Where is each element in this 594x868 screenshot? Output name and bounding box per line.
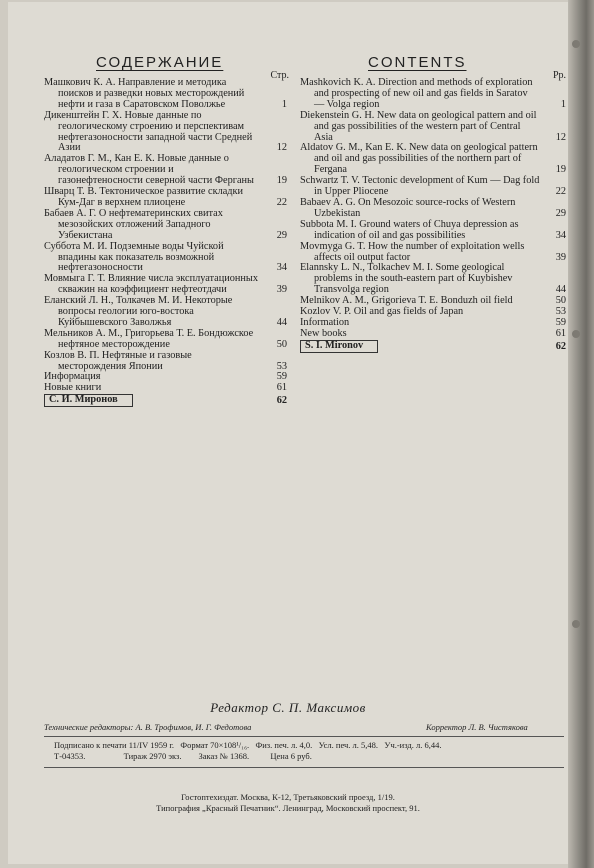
entry-title: Мельников А. М., Григорьева Т. Е. Бондюжское нефтяное месторождение	[44, 327, 254, 350]
entry-title: Информация	[44, 371, 101, 383]
entry-title: Суббота М. И. Подземные воды Чуйской впадины как показатель возможной нефтегазоносности	[44, 240, 224, 274]
contents-entry	[44, 111, 289, 155]
entry-title: Бабаев А. Г. О нефтематеринских свитах мезозойских отложений Западного Узбекистана	[44, 207, 223, 241]
corrector: Корректор Л. В. Чистякова	[426, 722, 528, 732]
contents-entry	[44, 187, 289, 209]
entry-page-number: 62	[276, 395, 287, 407]
entry-page-number: 29	[555, 207, 566, 219]
entry-page-number: 1	[560, 98, 566, 110]
entry-page-number: 59	[276, 371, 287, 383]
contents-list-en	[300, 78, 568, 353]
contents-entry	[300, 220, 568, 242]
entry-title: С. И. Миронов	[44, 394, 133, 407]
contents-entry	[300, 143, 568, 176]
press-info	[8, 792, 568, 814]
entry-page-number: 1	[281, 98, 287, 110]
publisher-line: Гостоптехиздат. Москва, К-12, Третьяковский проезд, 1/19.	[181, 792, 395, 802]
contents-entry	[44, 242, 289, 275]
entry-title: Schwartz T. V. Tectonic development of Kum — Dag fold in Upper Pliocene	[300, 175, 540, 198]
imprint-line-2: Т-04353. Тираж 2970 экз. Заказ № 1368. Цена 6 руб.	[54, 751, 312, 761]
entry-title: Новые книги	[44, 382, 102, 394]
technical-editors: Технические редакторы: А. В. Трофимов, И. Г. Федотова	[44, 722, 252, 732]
entry-title: Melnikov A. M., Grigorieva T. E. Bonduzh oil field	[300, 295, 513, 307]
entry-page-number: 34	[555, 229, 566, 241]
contents-english	[300, 54, 568, 353]
journal-page	[8, 2, 568, 864]
binding-hole	[572, 40, 580, 48]
contents-entry	[300, 329, 568, 340]
contents-title-en: CONTENTS	[368, 54, 467, 71]
entry-title: New books	[300, 327, 347, 339]
contents-entry	[44, 351, 289, 373]
entry-page-number: 39	[276, 284, 287, 296]
imprint-block	[54, 740, 442, 762]
entry-page-number: 53	[276, 360, 287, 372]
page-column-header-en: Pp.	[552, 70, 566, 81]
entry-page-number: 61	[555, 327, 566, 339]
entry-page-number: 62	[555, 340, 566, 352]
entry-title: Дикенштейн Г. Х. Новые данные по геологическому строению и перспективам нефтегазоносности западной части Средней Азии	[44, 109, 253, 154]
contents-entry	[44, 383, 289, 394]
contents-entry	[44, 78, 289, 111]
contents-entry	[44, 274, 289, 296]
contents-entry	[300, 198, 568, 220]
page-column-header-ru: Стр.	[270, 70, 289, 81]
binding-hole	[572, 330, 580, 338]
entry-title: Kozlov V. P. Oil and gas fields of Japan	[300, 306, 464, 318]
entry-page-number: 61	[276, 382, 287, 394]
entry-title: Elannsky L. N., Tolkachev M. I. Some geological problems in the south-eastern part of Kuybishev Transvolga region	[300, 262, 513, 296]
entry-title: Машкович К. А. Направление и методика поисков и разведки новых месторождений нефти и газа в Саратовском Поволжье	[44, 77, 245, 110]
contents-entry	[300, 263, 568, 296]
contents-list-ru	[44, 78, 289, 407]
contents-entry	[300, 340, 568, 353]
entry-page-number: 12	[276, 142, 287, 154]
contents-english-header	[300, 54, 568, 81]
entry-title: Козлов В. П. Нефтяные и газовые месторождения Японии	[44, 349, 192, 372]
contents-entry	[44, 154, 289, 187]
contents-entry	[44, 296, 289, 329]
entry-page-number: 12	[555, 131, 566, 143]
entry-title: Аладатов Г. М., Кан Е. К. Новые данные о геологическом строении и газонефтеносности северной части Ферганы	[44, 153, 254, 187]
entry-title: Babaev A. G. On Mesozoic source-rocks of Western Uzbekistan	[300, 196, 516, 219]
entry-page-number: 22	[555, 186, 566, 198]
entry-title: Movmyga G. T. How the number of exploitation wells affects oil output factor	[300, 240, 525, 263]
contents-entry	[44, 329, 289, 351]
divider-top	[44, 736, 564, 737]
editor-line: Редактор С. П. Максимов	[210, 700, 366, 715]
binding-hole	[572, 620, 580, 628]
contents-title-ru: СОДЕРЖАНИЕ	[96, 54, 224, 71]
contents-entry	[44, 209, 289, 242]
entry-page-number: 50	[555, 295, 566, 307]
imprint-line-1: Подписано к печати 11/IV 1959 г. Формат 70×108¹/₁₆. Физ. печ. л. 4,0. Усл. печ. л. 5,48. Уч.-изд. л. 6,44.	[54, 740, 442, 750]
entry-page-number: 29	[276, 229, 287, 241]
entry-title: Мовмыга Г. Т. Влияние числа эксплуатационных скважин на коэффициент нефтеотдачи	[44, 273, 258, 296]
contents-entry	[300, 111, 568, 144]
entry-title: Diekenstein G. H. New data on geological pattern and oil and gas possibilities of the western part of Central Asia	[300, 109, 537, 143]
binding-edge	[568, 0, 594, 868]
contents-russian	[44, 54, 289, 407]
entry-page-number: 22	[276, 196, 287, 208]
entry-page-number: 59	[555, 316, 566, 328]
entry-page-number: 19	[276, 175, 287, 187]
entry-page-number: 39	[555, 251, 566, 263]
entry-title: Aldatov G. M., Kan E. K. New data on geological pattern and oil and gas possibilities of the northern part of Fergana	[300, 142, 538, 176]
entry-title: S. I. Mironov	[300, 340, 378, 353]
printer-line: Типография „Красный Печатник“. Ленинград, Московский проспект, 91.	[156, 803, 420, 813]
divider-bottom	[44, 767, 564, 768]
contents-entry	[44, 394, 289, 407]
entry-title: Шварц Т. В. Тектоническое развитие складки Кум-Даг в верхнем плиоцене	[44, 186, 244, 208]
entry-page-number: 44	[555, 284, 566, 296]
entry-title: Еланский Л. Н., Толкачев М. И. Некоторые вопросы геологии юго-востока Куйбышевского Заволжья	[44, 295, 233, 328]
contents-entry	[300, 78, 568, 111]
contents-entry	[300, 242, 568, 264]
entry-page-number: 34	[276, 262, 287, 274]
entry-title: Mashkovich K. A. Direction and methods of exploration and prospecting of new oil and gas fields in Saratov — Volga region	[300, 77, 533, 110]
contents-entry	[300, 176, 568, 198]
entry-title: Subbota M. I. Ground waters of Chuya depression as indication of oil and gas possibilities	[300, 218, 519, 241]
entry-page-number: 53	[555, 306, 566, 318]
entry-page-number: 50	[276, 338, 287, 350]
entry-page-number: 44	[276, 316, 287, 328]
entry-page-number: 19	[555, 164, 566, 176]
entry-title: Information	[300, 316, 350, 328]
contents-russian-header	[44, 54, 289, 81]
